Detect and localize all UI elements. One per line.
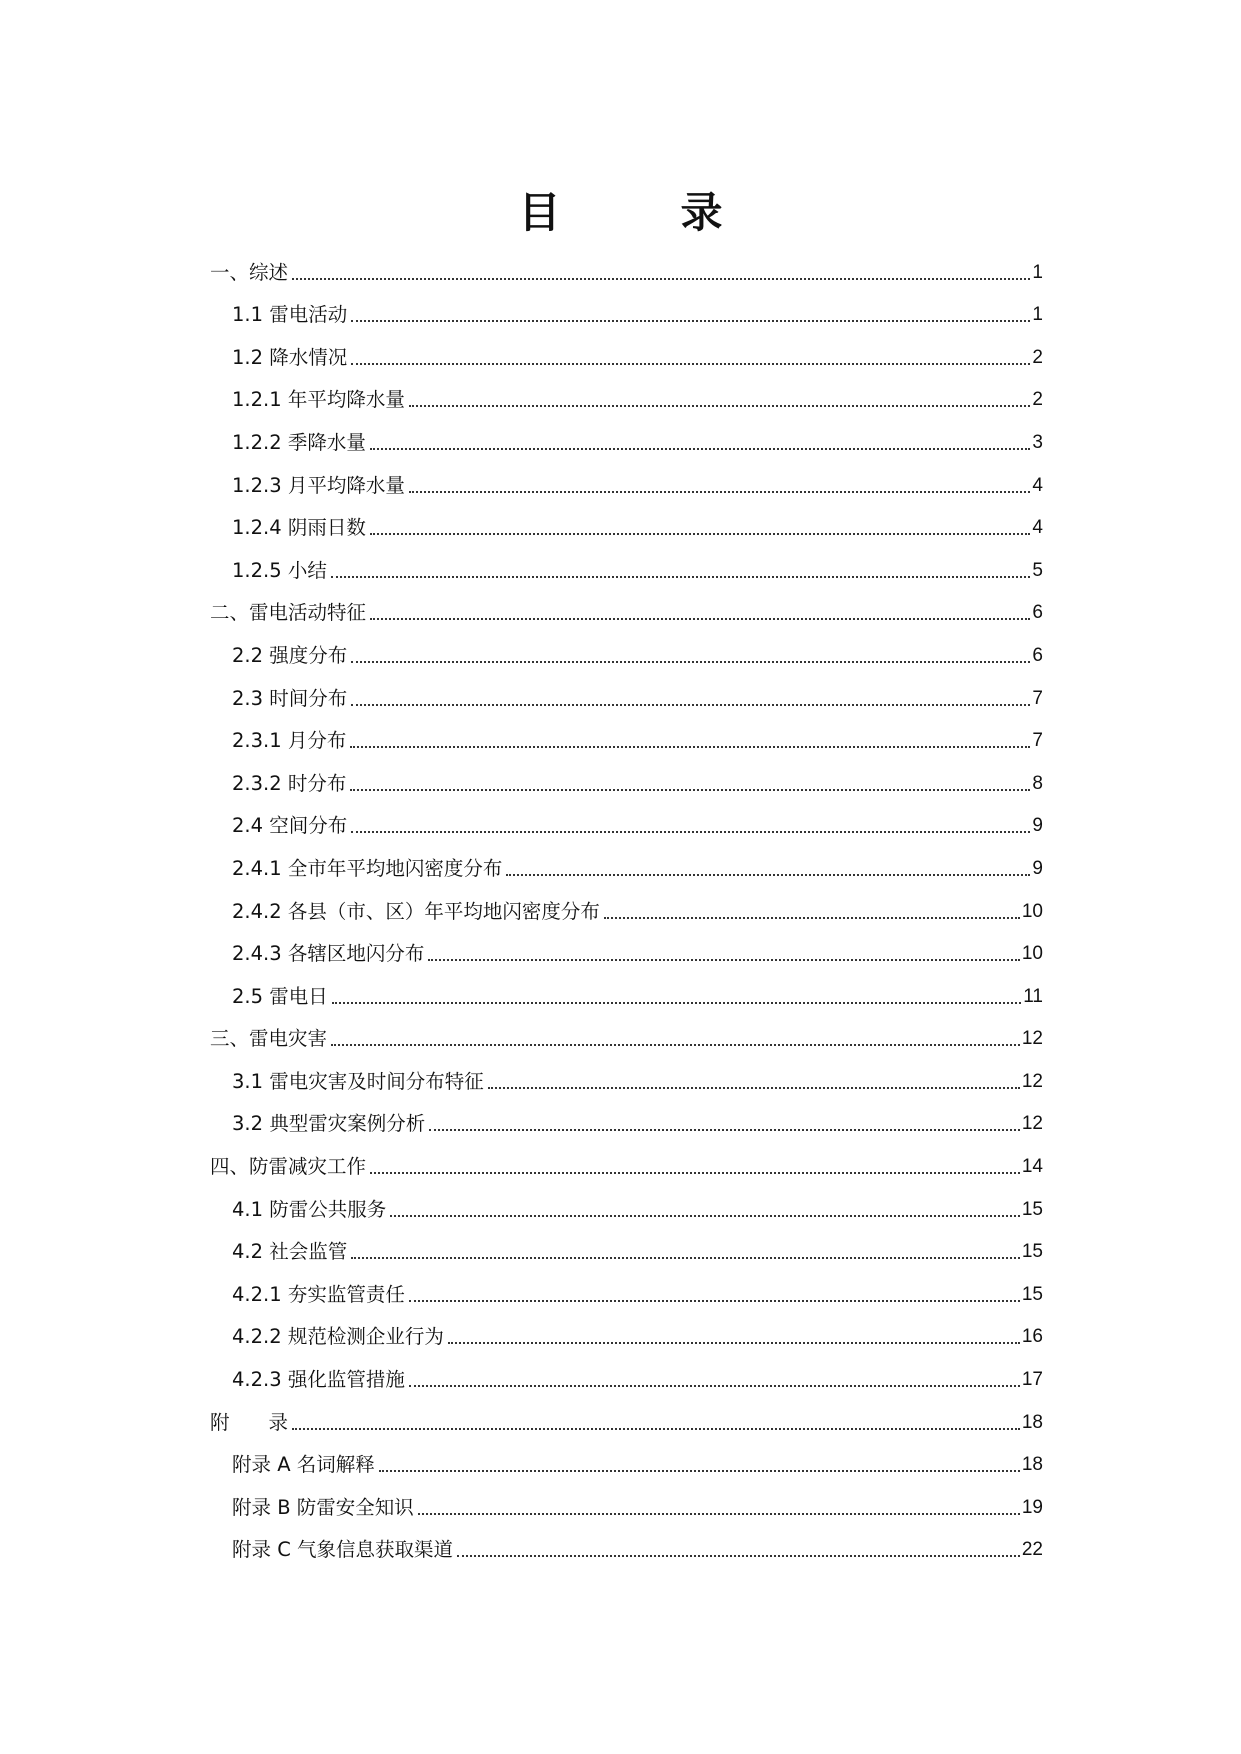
toc-entry-page-number: 7: [1032, 730, 1043, 752]
toc-entry-label: 2.2 强度分布: [232, 643, 348, 667]
toc-entry-label: 二、雷电活动特征: [210, 601, 367, 625]
toc-entry[interactable]: [210, 500, 1043, 543]
toc-entry[interactable]: [210, 287, 1043, 330]
toc-dot-leader: [351, 320, 1030, 322]
toc-entry-page-number: 9: [1032, 815, 1043, 837]
toc-entry-label: 2.4.2 各县（市、区）年平均地闪密度分布: [232, 899, 600, 923]
toc-entry-label: 1.2.2 季降水量: [232, 430, 366, 454]
toc-entry-page-number: 18: [1021, 1411, 1043, 1433]
toc-entry-label: 2.3 时间分布: [232, 686, 348, 710]
toc-entry-page-number: 5: [1032, 559, 1043, 581]
toc-entry-page-number: 4: [1032, 517, 1043, 539]
toc-entry-label: 4.2.3 强化监管措施: [232, 1368, 405, 1392]
toc-dot-leader: [351, 1257, 1020, 1259]
toc-entry-label: 4.1 防雷公共服务: [232, 1197, 387, 1221]
toc-entry[interactable]: [210, 1053, 1043, 1096]
toc-entry-page-number: 19: [1021, 1496, 1043, 1518]
toc-entry-page-number: 12: [1021, 1113, 1043, 1135]
toc-dot-leader: [409, 491, 1031, 493]
toc-dot-leader: [351, 363, 1030, 365]
toc-entry[interactable]: [210, 968, 1043, 1011]
toc-dot-leader: [350, 746, 1030, 748]
toc-entry[interactable]: [210, 1181, 1043, 1224]
toc-entry-label: 四、防雷减灾工作: [210, 1155, 367, 1179]
toc-entry-page-number: 3: [1032, 431, 1043, 453]
toc-dot-leader: [409, 1385, 1020, 1387]
toc-entry-label: 2.3.2 时分布: [232, 771, 347, 795]
toc-entry-label: 附 录: [210, 1410, 289, 1434]
toc-entry-page-number: 2: [1032, 389, 1043, 411]
toc-entry-label: 1.2.1 年平均降水量: [232, 388, 405, 412]
toc-entry-label: 1.2.5 小结: [232, 558, 327, 582]
toc-dot-leader: [428, 959, 1020, 961]
toc-entry-page-number: 7: [1032, 687, 1043, 709]
toc-entry[interactable]: [210, 755, 1043, 798]
toc-entry-page-number: 10: [1021, 900, 1043, 922]
toc-entry-label: 4.2.1 夯实监管责任: [232, 1282, 405, 1306]
toc-dot-leader: [409, 405, 1031, 407]
toc-dot-leader: [292, 1428, 1020, 1430]
toc-entry-label: 附录 C 气象信息获取渠道: [232, 1538, 454, 1562]
toc-entry-page-number: 14: [1021, 1156, 1043, 1178]
toc-entry-page-number: 4: [1032, 474, 1043, 496]
toc-entry-label: 1.2.3 月平均降水量: [232, 473, 405, 497]
toc-dot-leader: [418, 1513, 1020, 1515]
toc-entry-page-number: 9: [1032, 857, 1043, 879]
toc-entry[interactable]: [210, 244, 1043, 287]
toc-entry[interactable]: [210, 883, 1043, 926]
toc-entry[interactable]: [210, 627, 1043, 670]
toc-dot-leader: [351, 831, 1030, 833]
toc-entry-label: 3.1 雷电灾害及时间分布特征: [232, 1069, 484, 1093]
toc-entry[interactable]: [210, 372, 1043, 415]
toc-entry[interactable]: [210, 457, 1043, 500]
toc-entry[interactable]: [210, 1266, 1043, 1309]
toc-dot-leader: [292, 278, 1030, 280]
toc-dot-leader: [457, 1555, 1020, 1557]
toc-entry-page-number: 15: [1021, 1283, 1043, 1305]
toc-entry[interactable]: [210, 1351, 1043, 1394]
toc-entry-page-number: 11: [1023, 985, 1043, 1007]
toc-entry-label: 附录 A 名词解释: [232, 1453, 375, 1477]
toc-entry[interactable]: [210, 1394, 1043, 1437]
toc-entry[interactable]: [210, 542, 1043, 585]
table-of-contents: [210, 244, 1043, 1564]
toc-entry[interactable]: [210, 329, 1043, 372]
toc-entry-page-number: 12: [1021, 1070, 1043, 1092]
toc-dot-leader: [351, 704, 1030, 706]
toc-entry-page-number: 2: [1032, 346, 1043, 368]
toc-entry[interactable]: [210, 713, 1043, 756]
toc-entry-label: 一、综述: [210, 260, 289, 284]
toc-entry[interactable]: [210, 798, 1043, 841]
toc-entry-page-number: 15: [1021, 1241, 1043, 1263]
toc-entry-page-number: 17: [1021, 1369, 1043, 1391]
toc-entry-page-number: 8: [1032, 772, 1043, 794]
toc-entry[interactable]: [210, 414, 1043, 457]
toc-entry-label: 2.4.3 各辖区地闪分布: [232, 942, 425, 966]
toc-dot-leader: [332, 1002, 1022, 1004]
toc-entry-label: 1.2.4 阴雨日数: [232, 516, 366, 540]
toc-dot-leader: [390, 1215, 1020, 1217]
toc-dot-leader: [506, 874, 1030, 876]
toc-entry-label: 2.3.1 月分布: [232, 729, 347, 753]
toc-entry[interactable]: [210, 1522, 1043, 1565]
toc-entry-label: 1.1 雷电活动: [232, 303, 348, 327]
toc-entry-label: 3.2 典型雷灾案例分析: [232, 1112, 426, 1136]
toc-entry-page-number: 22: [1021, 1539, 1043, 1561]
toc-entry[interactable]: [210, 1479, 1043, 1522]
toc-entry-label: 4.2.2 规范检测企业行为: [232, 1325, 444, 1349]
toc-entry[interactable]: [210, 585, 1043, 628]
toc-title: [0, 183, 1241, 243]
toc-entry[interactable]: [210, 1138, 1043, 1181]
toc-entry[interactable]: [210, 1096, 1043, 1139]
toc-entry-label: 2.4 空间分布: [232, 814, 348, 838]
toc-dot-leader: [351, 661, 1030, 663]
toc-dot-leader: [370, 533, 1031, 535]
toc-entry-label: 1.2 降水情况: [232, 345, 348, 369]
toc-entry-label: 附录 B 防雷安全知识: [232, 1495, 414, 1519]
toc-dot-leader: [370, 448, 1031, 450]
toc-entry-label: 4.2 社会监管: [232, 1240, 348, 1264]
toc-dot-leader: [331, 1044, 1020, 1046]
toc-title-char-1: 目: [518, 188, 561, 238]
toc-entry[interactable]: [210, 1437, 1043, 1480]
toc-dot-leader: [350, 789, 1030, 791]
toc-dot-leader: [448, 1342, 1020, 1344]
toc-dot-leader: [604, 917, 1020, 919]
toc-entry[interactable]: [210, 670, 1043, 713]
toc-entry-page-number: 12: [1021, 1028, 1043, 1050]
toc-entry-page-number: 16: [1021, 1326, 1043, 1348]
toc-entry[interactable]: [210, 840, 1043, 883]
toc-dot-leader: [331, 576, 1031, 578]
toc-entry-page-number: 15: [1021, 1198, 1043, 1220]
toc-entry-page-number: 1: [1032, 261, 1043, 283]
toc-entry-page-number: 6: [1032, 602, 1043, 624]
toc-dot-leader: [488, 1087, 1020, 1089]
toc-entry[interactable]: [210, 1224, 1043, 1267]
toc-entry-page-number: 18: [1021, 1454, 1043, 1476]
toc-entry-label: 三、雷电灾害: [210, 1027, 328, 1051]
toc-entry[interactable]: [210, 1011, 1043, 1054]
toc-title-char-2: 录: [680, 188, 723, 238]
toc-dot-leader: [379, 1470, 1020, 1472]
toc-entry-page-number: 1: [1032, 304, 1043, 326]
toc-dot-leader: [409, 1300, 1020, 1302]
toc-dot-leader: [370, 1172, 1020, 1174]
toc-entry-page-number: 10: [1021, 943, 1043, 965]
toc-entry[interactable]: [210, 926, 1043, 969]
toc-entry-label: 2.5 雷电日: [232, 984, 328, 1008]
toc-dot-leader: [429, 1129, 1020, 1131]
toc-entry[interactable]: [210, 1309, 1043, 1352]
toc-dot-leader: [370, 618, 1030, 620]
toc-entry-label: 2.4.1 全市年平均地闪密度分布: [232, 856, 503, 880]
toc-entry-page-number: 6: [1032, 644, 1043, 666]
